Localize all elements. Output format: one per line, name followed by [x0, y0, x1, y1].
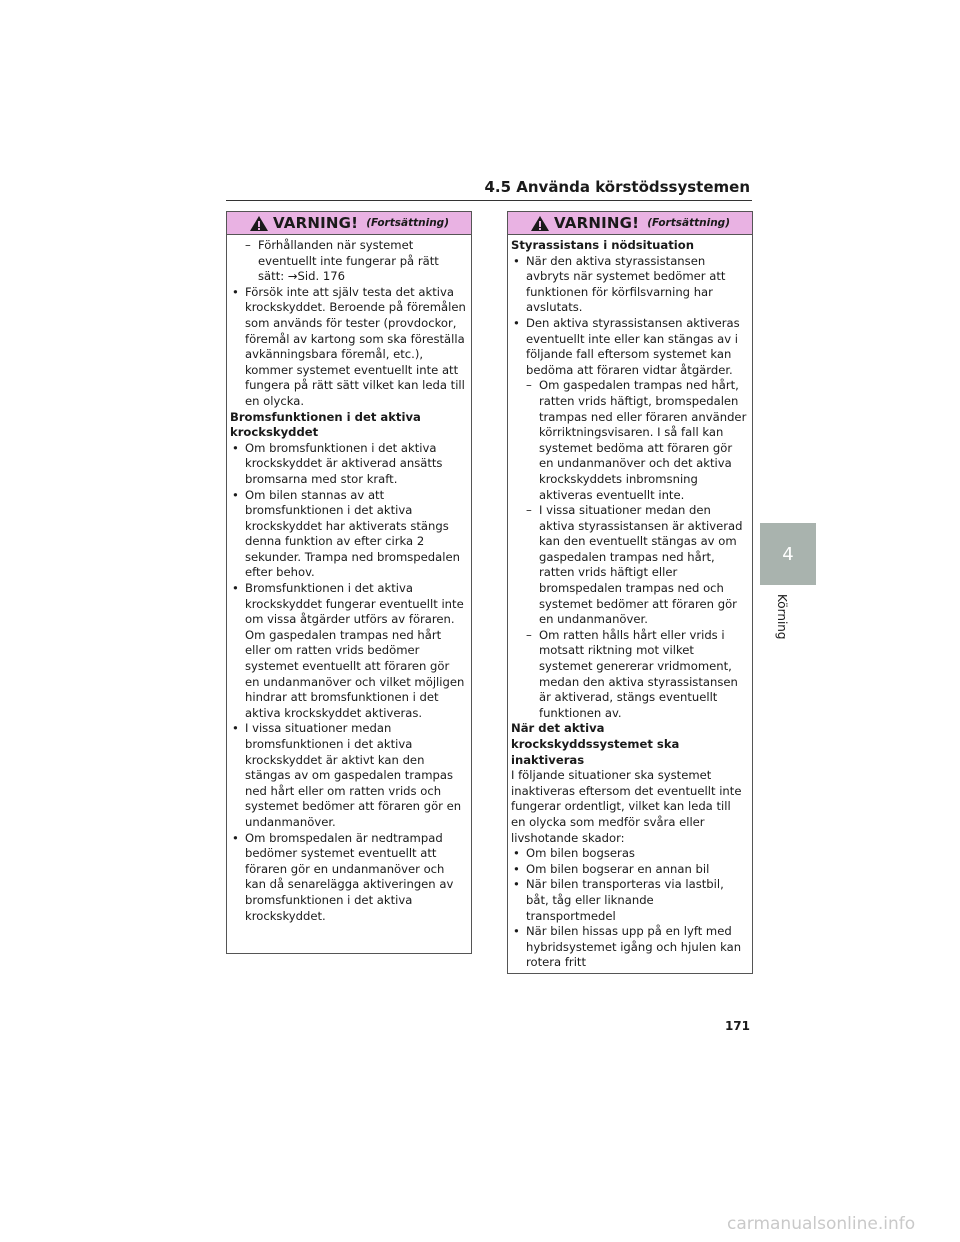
warning-continued: (Fortsättning)	[647, 217, 730, 229]
warning-triangle-icon	[249, 215, 269, 232]
dash-item: – Om ratten hålls hårt eller vrids i motsatt riktning mot vilket systemet genererar vridmoment, medan den aktiva styrassistansen är aktiverad, stängs eventuellt funktionen av.	[526, 627, 738, 720]
warning-continued: (Fortsättning)	[366, 217, 449, 229]
bullet-item: • I vissa situationer medan bromsfunktionen i det aktiva krockskyddet är aktivt kan den stängas av om gaspedalen trampas ned hårt eller om ratten vrids och systemet bedömer att föraren gör en undanmanöver.	[232, 721, 462, 829]
header-rule	[226, 200, 752, 201]
bullet-item: • Om bromsfunktionen i det aktiva krockskyddet är aktiverad ansätts bromsarna med stor kraft.	[232, 440, 443, 486]
warning-header-left	[227, 212, 471, 235]
section-title: 4.5 Använda körstödssystemen	[484, 178, 750, 196]
page-number: 171	[724, 1019, 750, 1033]
subheading: Styrassistans i nödsituation	[511, 238, 694, 252]
dash-item: – I vissa situationer medan den aktiva styrassistansen är aktiverad kan den eventuellt stängas av om gaspedalen trampas ned hårt, ratten vrids häftigt eller bromspedalen trampas ned och systemet bedömer att föraren gör en undanmanöver.	[526, 503, 743, 627]
subheading: När det aktiva krockskyddssystemet ska inaktiveras	[511, 721, 680, 767]
bullet-item: • När bilen transporteras via lastbil, båt, tåg eller liknande transportmedel	[513, 877, 724, 923]
bullet-item: • Om bilen stannas av att bromsfunktionen i det aktiva krockskyddet har aktiverats stängs denna funktion av efter cirka 2 sekunder. Trampa ned bromspedalen efter behov.	[232, 487, 460, 580]
warning-title: VARNING!	[553, 214, 640, 232]
bullet-item: • Om bromspedalen är nedtrampad bedömer systemet eventuellt att föraren gör en undanmanöver och kan då senarelägga aktiveringen av bromsfunktionen i det aktiva krockskyddet.	[232, 830, 454, 923]
dash-item: – Förhållanden när systemet eventuellt inte fungerar på rätt sätt: →Sid. 176	[245, 238, 439, 284]
chapter-tab	[760, 523, 816, 585]
warning-box-left	[226, 211, 472, 954]
dash-item: – Om gaspedalen trampas ned hårt, ratten vrids häftigt, bromspedalen trampas ned eller föraren använder körriktningsvisaren. I så fall kan systemet bedöma att föraren gör en undanmanöver och det aktiva krockskyddets inbromsning aktiveras eventuellt inte.	[526, 378, 747, 502]
warning-content-left	[227, 235, 471, 924]
warning-triangle-icon	[530, 215, 550, 232]
bullet-item: • Försök inte att själv testa det aktiva krockskyddet. Beroende på föremålen som används för tester (provdockor, föremål av kartong som ska föreställa avkänningsbara föremål, etc.), kommer systemet eventuellt inte att fungera på rätt sätt vilket kan leda till en olycka.	[232, 284, 466, 408]
bullet-item: • Den aktiva styrassistansen aktiveras eventuellt inte eller kan stängas av i följande fall eftersom systemet kan bedöma att föraren vidtar åtgärder.	[513, 315, 740, 377]
warning-title: VARNING!	[272, 214, 359, 232]
bullet-item: • Bromsfunktionen i det aktiva krockskyddet fungerar eventuellt inte om vissa åtgärder utförs av föraren. Om gaspedalen trampas ned hårt eller om ratten vrids bedömer systemet eventuellt att föraren gör en undanmanöver och vilket möjligen hindrar att bromsfunktionen i det aktiva krockskyddet aktiveras.	[232, 581, 465, 720]
warning-header-right	[508, 212, 752, 235]
paragraph: I följande situationer ska systemet inaktiveras eftersom det eventuellt inte fungerar ordentligt, vilket kan leda till en olycka som medför svåra eller livshotande skador:	[511, 768, 742, 845]
bullet-item: • Om bilen bogseras	[513, 846, 635, 861]
bullet-item: • Om bilen bogserar en annan bil	[513, 861, 710, 876]
chapter-label: Körning	[775, 594, 789, 640]
subheading: Bromsfunktionen i det aktiva krockskyddet	[230, 409, 421, 440]
bullet-item: • När den aktiva styrassistansen avbryts när systemet bedömer att funktionen för körfilsvarning har avslutats.	[513, 253, 726, 315]
warning-content-right	[508, 235, 752, 971]
bullet-item: • När bilen hissas upp på en lyft med hybridsystemet igång och hjulen kan rotera fritt	[513, 924, 742, 970]
chapter-number: 4	[782, 543, 794, 565]
warning-box-right	[507, 211, 753, 974]
watermark: carmanualsonline.info	[727, 1214, 916, 1234]
